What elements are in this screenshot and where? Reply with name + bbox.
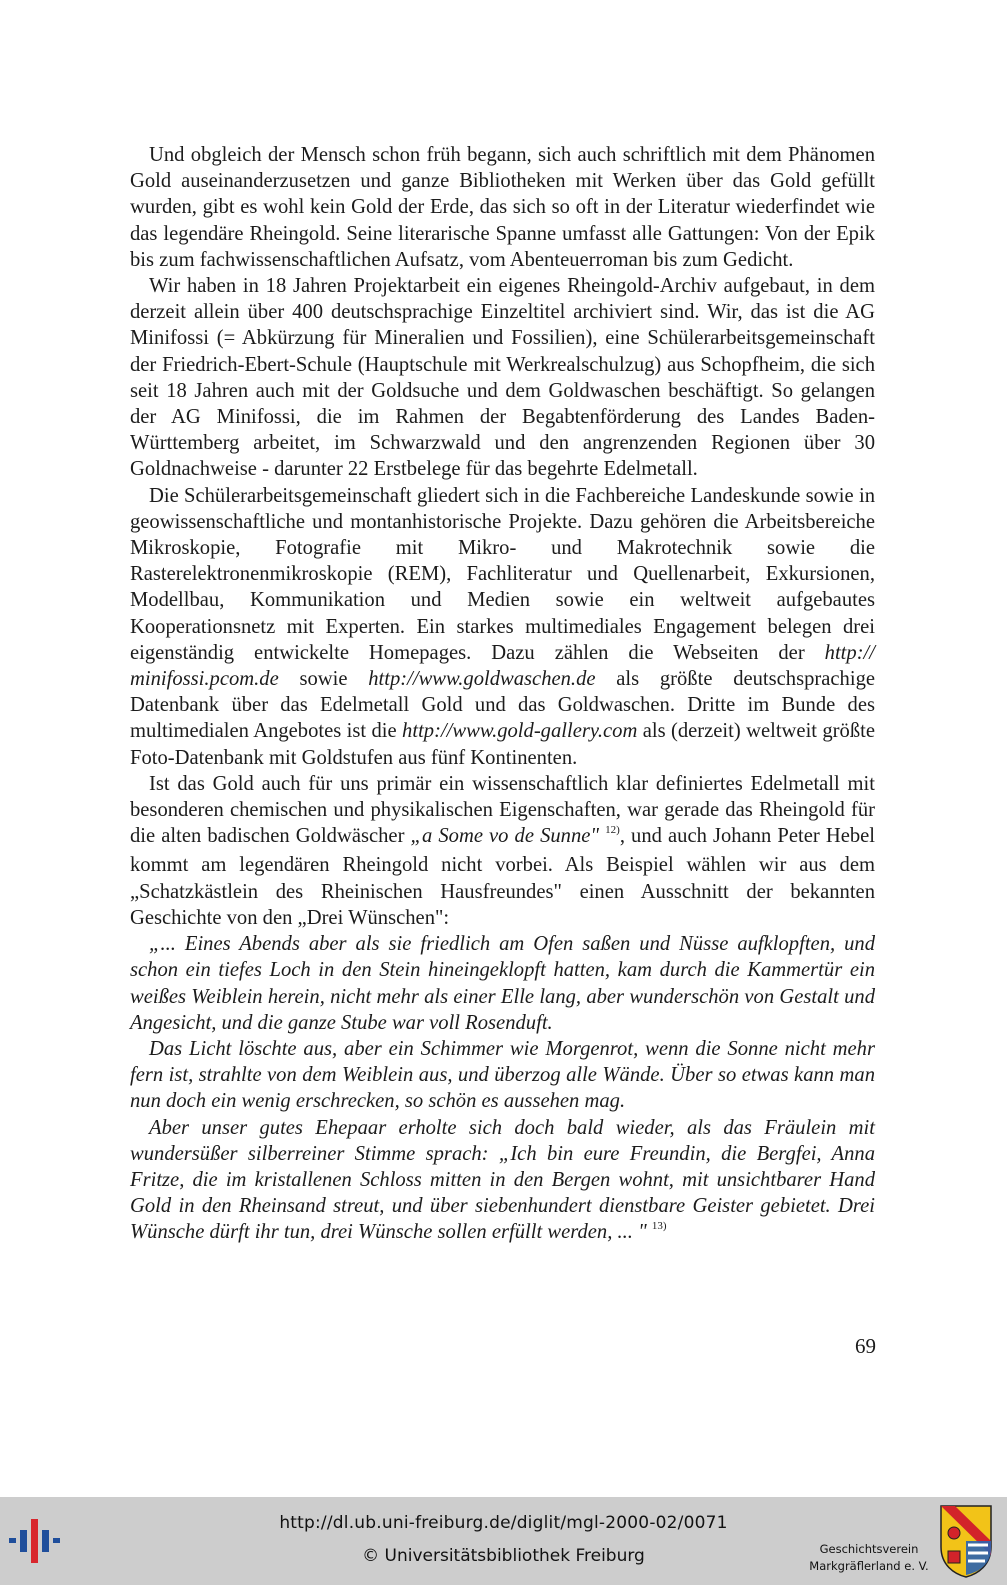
footer-bar	[0, 1497, 1007, 1585]
page-number: 69	[855, 1334, 876, 1358]
copyright: © Universitätsbibliothek Freiburg	[362, 1546, 645, 1566]
quote-paragraph: Das Licht löschte aus, aber ein Schimmer wie Morgenrot, wenn die Sonne nicht mehr fern ist, strahlte von dem Weiblein aus, und überzog alle Wände. Über so etwas kann man nun doch ein wenig erschrecken, so schön es aussehen mag.	[130, 1037, 875, 1113]
footnote-ref: 12)	[605, 824, 620, 837]
document-url[interactable]: http://dl.ub.uni-freiburg.de/diglit/mgl-2000-02/0071	[279, 1513, 728, 1533]
quote-text: Aber unser gutes Ehepaar erholte sich doch bald wieder, als das Fräulein mit wundersüßer silberreiner Stimme sprach: „Ich bin eure Freundin, die Bergfei, Anna Fritze, die im kristallenen Schloss mitten in den Bergen wohnt, mit unsichtbarer Hand Gold in den Rheinsand streut, und über siebenhundert dienstbare Geister gebietet. Drei Wünsche dürft ihr tun, drei Wünsche sollen erfüllt werden, ... "	[130, 1116, 875, 1244]
link-gold-gallery[interactable]: http://www.gold-gallery.com	[402, 720, 638, 743]
quote-paragraph: „... Eines Abends aber als sie friedlich am Ofen saßen und Nüsse aufklopften, und schon ein tiefes Loch in den Stein hineingeklopft hatten, kam durch die Kammertür ein weißes Weiblein herein, nicht mehr als einer Elle lang, aber wunderschön von Gestalt und Angesicht, und die ganze Stube war voll Rosenduft.	[130, 933, 875, 1034]
paragraph: Wir haben in 18 Jahren Projektarbeit ein eigenes Rheingold-Archiv aufgebaut, in dem derzeit allein über 400 deutschsprachige Einzeltitel archiviert sind. Wir, das ist die AG Minifossi (= Abkürzung für Mineralien und Fossilien), eine Schülerarbeitsgemeinschaft der Friedrich-Ebert-Schule (Hauptschule mit Werkrealschulzug) aus Schopfheim, die sich seit 18 Jahren auch mit der Goldsuche und dem Goldwaschen beschäftigt. So gelangen der AG Minifossi, die im Rahmen der Begabtenförderung des Landes Baden-Württemberg arbeitet, im Schwarzwald und den angrenzenden Regionen über 30 Goldnachweise - darunter 22 Erstbelege für das begehrte Edelmetall.	[130, 275, 875, 481]
paragraph: Und obgleich der Mensch schon früh begann, sich auch schriftlich mit dem Phänomen Gold auseinanderzusetzen und ganze Bibliotheken mit Werken über das Gold gefüllt wurden, gibt es wohl kein Gold der Erde, das sich so oft in der Literatur wiederfindet wie das legendäre Rheingold. Seine literarische Spanne umfasst alle Gattungen: Von der Epik bis zum fachwissenschaftlichen Aufsatz, vom Abenteuerroman bis zum Gedicht.	[130, 144, 875, 271]
footnote-ref: 13)	[651, 1220, 667, 1233]
paragraph-text: , und auch Johann Peter Hebel kommt am legendären Rheingold nicht vorbei. Als Beispiel wählen wir aus dem „Schatzkästlein des Rheinischen Hausfreundes" einen Ausschnitt der bekannten Geschichte von den „Drei Wünschen":	[130, 825, 875, 929]
markgraeflerland-crest-icon[interactable]	[938, 1503, 994, 1579]
paragraph-text: Die Schülerarbeitsgemeinschaft gliedert sich in die Fachbereiche Landeskunde sowie in geowissenschaftliche und montanhistorische Projekte. Dazu gehören die Arbeitsbereiche Mikroskopie, Fotografie mit Mikro- und Makrotechnik sowie die Rasterelektronenmikroskopie (REM), Fachliteratur und Quellenarbeit, Exkursionen, Modellbau, Kommunikation und Medien sowie ein weltweit aufgebautes Kooperationsnetz mit Experten. Ein starkes multimediales Engagement belegen drei eigenständig entwickelte Homepages. Dazu zählen die Webseiten der	[130, 484, 875, 664]
link-minifossi[interactable]: http:// minifossi.pcom.de	[130, 641, 875, 691]
paragraph	[130, 483, 875, 771]
paragraph-text: als (derzeit) weltweit größte Foto-Datenbank mit Goldstufen aus fünf Kontinenten.	[130, 720, 876, 769]
paragraph-text: Ist das Gold auch für uns primär ein wissenschaftlich klar definiertes Edelmetall mit besonderen chemischen und physikalischen Eigenschaften, war gerade das Rheingold für die alten badischen Goldwäscher	[130, 772, 875, 848]
article-body	[130, 142, 875, 1249]
quote-paragraph	[130, 1115, 875, 1249]
paragraph	[130, 771, 875, 931]
dialect-quote: „a Some vo de Sunne"	[410, 825, 600, 848]
paragraph-text: als größte deutschsprachige Datenbank über das Edelmetall Gold und das Goldwaschen. Dritte im Bunde des multimedialen Angebotes ist die	[130, 668, 876, 743]
paragraph-text: sowie	[278, 668, 369, 691]
link-goldwaschen[interactable]: http://www.goldwaschen.de	[368, 668, 596, 691]
society-name	[808, 1541, 930, 1575]
society-line: Markgräflerland e. V.	[809, 1559, 929, 1573]
society-line: Geschichtsverein	[819, 1542, 919, 1556]
